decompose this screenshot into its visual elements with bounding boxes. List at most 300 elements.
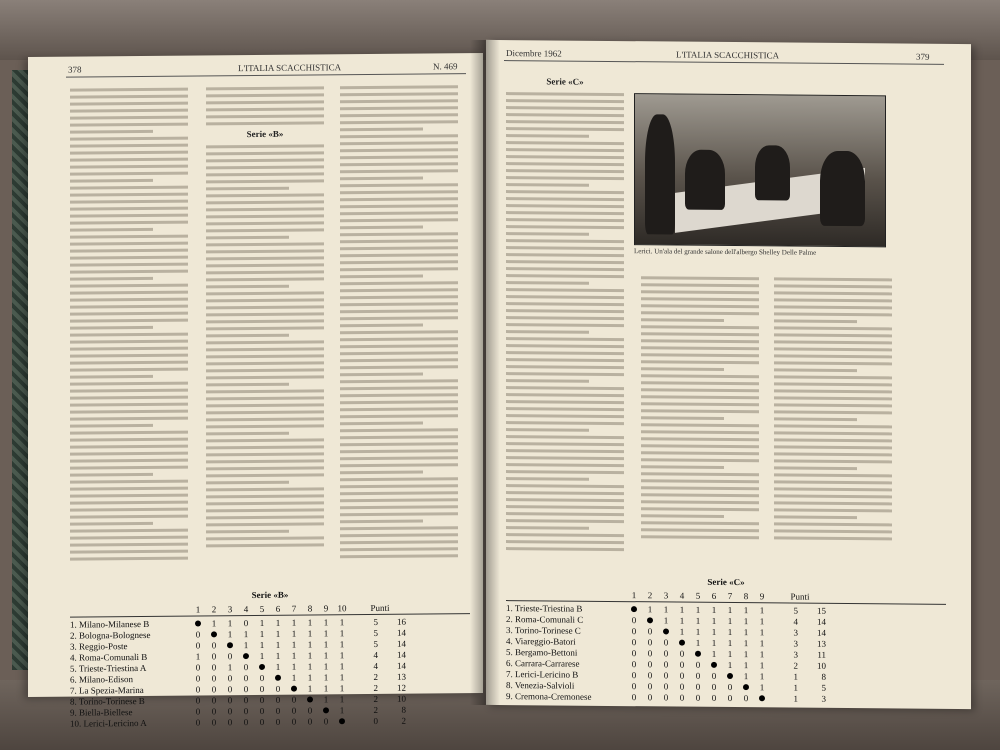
header-rule <box>66 73 466 77</box>
text-line <box>70 95 188 99</box>
text-line <box>70 389 188 393</box>
text-line <box>641 402 759 406</box>
text-line <box>70 431 188 435</box>
result-cell: 0 <box>227 716 233 727</box>
points-value: 8 <box>401 704 406 715</box>
result-cell: 0 <box>631 669 637 680</box>
text-line <box>70 165 188 169</box>
result-cell: 0 <box>631 647 637 658</box>
points-value: 1 <box>793 671 798 682</box>
text-line <box>641 472 759 476</box>
result-cell: 0 <box>211 694 217 705</box>
text-line <box>774 417 857 421</box>
text-line <box>340 379 458 383</box>
text-line <box>70 438 188 442</box>
result-cell: 0 <box>631 636 637 647</box>
result-cell: 0 <box>647 669 653 680</box>
points-value: 5 <box>821 682 826 693</box>
points-header: Punti <box>790 591 810 602</box>
result-cell: 1 <box>711 648 717 659</box>
result-cell: 1 <box>227 628 233 639</box>
text-line <box>340 177 423 181</box>
text-line <box>340 141 458 145</box>
text-line <box>506 225 624 229</box>
result-cell: 0 <box>631 614 637 625</box>
result-cell: 1 <box>243 628 249 639</box>
team-name: 3. Torino-Torinese C <box>506 624 581 636</box>
text-line <box>340 337 458 341</box>
text-line <box>506 253 624 257</box>
text-line <box>206 508 324 512</box>
text-line <box>506 120 624 124</box>
team-name: 4. Roma-Comunali B <box>70 651 148 663</box>
text-line <box>774 473 892 477</box>
text-line <box>70 130 153 134</box>
text-line <box>774 284 892 288</box>
text-line <box>340 442 458 446</box>
text-line <box>206 319 324 323</box>
text-line <box>206 144 324 148</box>
text-line <box>206 340 324 344</box>
text-line <box>641 423 759 427</box>
result-cell: 0 <box>727 692 733 703</box>
result-cell: 1 <box>339 638 345 649</box>
text-line <box>206 383 289 387</box>
result-cell: 0 <box>647 658 653 669</box>
result-cell: 1 <box>695 637 701 648</box>
result-cell: 0 <box>695 681 701 692</box>
text-line <box>206 487 324 491</box>
result-cell: 0 <box>663 658 669 669</box>
text-line <box>340 330 458 334</box>
text-line <box>506 323 624 327</box>
text-line <box>206 361 324 365</box>
text-line <box>774 445 892 449</box>
text-line <box>70 508 188 512</box>
text-line <box>506 330 589 334</box>
result-cell: 1 <box>323 627 329 638</box>
text-line <box>70 228 153 232</box>
text-line <box>340 281 458 285</box>
standings-table-serie-c <box>506 575 946 705</box>
text-line <box>506 204 624 208</box>
text-line <box>641 339 759 343</box>
result-cell: 1 <box>727 659 733 670</box>
result-cell: 0 <box>663 636 669 647</box>
result-cell <box>318 705 334 715</box>
result-cell: 1 <box>275 650 281 661</box>
result-cell: 0 <box>695 692 701 703</box>
diagonal-dot <box>663 628 669 634</box>
result-cell: 1 <box>695 615 701 626</box>
text-line <box>641 325 759 329</box>
result-cell: 0 <box>243 683 249 694</box>
result-cell: 1 <box>743 615 749 626</box>
text-line <box>70 424 153 428</box>
text-line <box>340 183 458 187</box>
result-cell: 1 <box>291 661 297 672</box>
text-line <box>206 249 324 253</box>
text-line <box>206 214 324 218</box>
result-cell: 1 <box>727 637 733 648</box>
text-line <box>506 435 624 439</box>
result-cell <box>738 682 754 692</box>
text-line <box>340 226 423 230</box>
column-header: 4 <box>679 590 685 601</box>
text-line <box>774 277 892 281</box>
text-line <box>506 358 624 362</box>
text-line <box>506 533 624 537</box>
text-line <box>70 347 188 351</box>
text-line <box>70 382 188 386</box>
result-cell: 0 <box>227 694 233 705</box>
text-line <box>206 165 324 169</box>
result-cell: 1 <box>307 661 313 672</box>
book-gutter <box>470 40 500 705</box>
result-cell: 0 <box>211 716 217 727</box>
text-line <box>340 275 423 279</box>
text-line <box>774 508 892 512</box>
result-cell: 1 <box>759 670 765 681</box>
text-line <box>206 207 324 211</box>
text-line <box>641 451 759 455</box>
team-name: 5. Bergamo-Bettoni <box>506 646 578 658</box>
team-name: 9. Cremona-Cremonese <box>506 690 592 702</box>
result-cell: 0 <box>195 705 201 717</box>
result-cell: 1 <box>743 604 749 615</box>
text-line <box>506 113 624 117</box>
result-cell: 0 <box>211 661 217 672</box>
text-line <box>206 543 324 547</box>
text-line <box>506 491 624 495</box>
text-line <box>206 193 324 197</box>
text-line <box>340 316 458 320</box>
text-line <box>506 211 624 215</box>
result-cell: 0 <box>679 648 685 659</box>
text-line <box>70 557 188 561</box>
text-line <box>206 501 324 505</box>
diagonal-dot <box>631 606 637 612</box>
result-cell: 1 <box>743 626 749 637</box>
diagonal-dot <box>307 696 313 702</box>
text-line <box>206 100 324 104</box>
points-value: 5 <box>373 638 378 649</box>
result-cell: 0 <box>663 647 669 658</box>
text-line <box>206 270 324 274</box>
result-cell <box>722 670 738 680</box>
result-cell: 1 <box>663 603 669 614</box>
result-cell: 0 <box>663 691 669 702</box>
result-cell: 1 <box>323 638 329 649</box>
text-line <box>774 382 892 386</box>
result-cell: 1 <box>711 615 717 626</box>
result-cell: 0 <box>679 659 685 670</box>
text-line <box>774 326 892 330</box>
text-line <box>641 479 759 483</box>
points-value: 8 <box>821 671 826 682</box>
text-line <box>206 473 324 477</box>
text-line <box>340 309 458 313</box>
text-line <box>340 106 458 110</box>
text-line <box>206 93 324 97</box>
standings-table-serie-b <box>70 588 470 728</box>
result-cell <box>206 629 222 639</box>
result-cell: 1 <box>323 660 329 671</box>
team-name: 1. Milano-Milanese B <box>70 618 150 630</box>
text-line <box>506 351 624 355</box>
text-line <box>70 319 188 323</box>
text-line <box>70 291 188 295</box>
text-line <box>70 312 188 316</box>
points-value: 4 <box>373 660 378 671</box>
text-line <box>340 211 458 215</box>
points-value: 10 <box>817 660 826 671</box>
result-cell: 1 <box>275 628 281 639</box>
text-line <box>506 162 624 166</box>
text-line <box>774 515 857 519</box>
result-cell: 1 <box>291 672 297 683</box>
result-cell: 1 <box>307 683 313 694</box>
result-cell: 0 <box>743 692 749 703</box>
text-column-3 <box>774 277 892 568</box>
column-header: 10 <box>337 602 347 613</box>
text-line <box>340 324 423 328</box>
column-header: 7 <box>727 590 733 601</box>
result-cell <box>190 618 206 628</box>
result-cell: 1 <box>195 650 201 662</box>
diagonal-dot <box>275 674 281 680</box>
text-line <box>774 522 892 526</box>
text-line <box>774 466 857 470</box>
text-line <box>70 263 188 267</box>
text-line <box>70 123 188 127</box>
points-value: 14 <box>397 660 406 671</box>
text-line <box>641 388 759 392</box>
result-cell: 0 <box>291 716 297 727</box>
text-line <box>774 375 892 379</box>
text-line <box>506 379 589 383</box>
text-line <box>206 354 324 358</box>
text-line <box>70 193 188 197</box>
section-title: Serie «B» <box>246 128 284 140</box>
result-cell: 1 <box>759 681 765 692</box>
header-rule <box>504 60 944 65</box>
text-line <box>70 172 188 176</box>
result-cell: 0 <box>631 680 637 691</box>
team-name: 3. Reggio-Poste <box>70 640 128 652</box>
result-cell: 0 <box>275 683 281 694</box>
result-cell: 1 <box>759 615 765 626</box>
points-value: 13 <box>397 671 406 682</box>
text-line <box>70 158 188 162</box>
diagonal-dot <box>695 650 701 656</box>
text-line <box>340 414 458 418</box>
text-line <box>506 421 624 425</box>
text-line <box>206 256 324 260</box>
result-cell: 0 <box>243 705 249 716</box>
points-value: 15 <box>817 605 826 616</box>
text-line <box>774 501 892 505</box>
result-cell: 1 <box>339 682 345 693</box>
text-line <box>206 158 324 162</box>
result-cell: 0 <box>679 681 685 692</box>
text-line <box>340 351 458 355</box>
column-header: 4 <box>243 603 249 614</box>
text-line <box>70 137 188 141</box>
text-line <box>340 190 458 194</box>
text-line <box>641 276 759 280</box>
text-line <box>641 416 724 420</box>
text-line <box>206 417 324 421</box>
text-line <box>340 533 458 537</box>
points-value: 0 <box>373 715 378 726</box>
result-cell: 0 <box>647 625 653 636</box>
result-cell: 0 <box>631 691 637 702</box>
text-line <box>206 86 324 90</box>
text-line <box>506 99 624 103</box>
text-line <box>340 162 458 166</box>
text-line <box>774 389 892 393</box>
chess-tournament-photo <box>634 93 886 247</box>
result-cell: 1 <box>727 626 733 637</box>
result-cell: 0 <box>663 669 669 680</box>
points-value: 11 <box>817 649 826 660</box>
text-line <box>70 270 188 274</box>
text-line <box>641 304 759 308</box>
text-line <box>70 151 188 155</box>
text-line <box>206 179 324 183</box>
text-line <box>70 515 188 519</box>
points-value: 5 <box>373 616 378 627</box>
text-line <box>641 528 759 532</box>
left-page-number: 378 <box>68 64 82 75</box>
result-cell: 0 <box>695 659 701 670</box>
points-value: 14 <box>817 627 826 638</box>
text-line <box>340 99 458 103</box>
text-line <box>506 393 624 397</box>
text-line <box>206 445 324 449</box>
text-line <box>506 155 624 159</box>
points-value: 14 <box>397 638 406 649</box>
result-cell: 0 <box>211 683 217 694</box>
text-line <box>340 520 423 524</box>
diagonal-dot <box>259 663 265 669</box>
text-line <box>506 281 589 285</box>
text-line <box>70 459 188 463</box>
column-header: 7 <box>291 603 297 614</box>
standings-title: Serie «B» <box>251 589 289 601</box>
result-cell: 1 <box>291 650 297 661</box>
text-column-2 <box>206 86 324 577</box>
text-line <box>206 530 289 534</box>
text-line <box>340 204 458 208</box>
result-cell: 0 <box>227 683 233 694</box>
result-cell: 0 <box>307 716 313 727</box>
result-cell: 1 <box>307 639 313 650</box>
text-line <box>206 466 324 470</box>
text-line <box>70 242 188 246</box>
text-line <box>340 253 458 257</box>
points-value: 2 <box>401 715 406 726</box>
result-cell: 0 <box>195 716 201 728</box>
result-cell: 1 <box>227 661 233 672</box>
result-cell: 0 <box>711 692 717 703</box>
text-line <box>774 536 892 540</box>
team-name: 6. Carrara-Carrarese <box>506 657 580 669</box>
points-value: 14 <box>397 649 406 660</box>
diagonal-dot <box>743 684 749 690</box>
text-line <box>340 85 458 89</box>
result-cell: 1 <box>259 639 265 650</box>
left-running-head: L'ITALIA SCACCHISTICA <box>238 62 342 74</box>
result-cell: 1 <box>307 672 313 683</box>
text-line <box>340 267 458 271</box>
text-line <box>340 422 423 426</box>
points-value: 5 <box>373 627 378 638</box>
text-line <box>340 526 458 530</box>
text-line <box>641 500 759 504</box>
text-line <box>70 480 188 484</box>
text-line <box>641 514 724 518</box>
diagonal-dot <box>195 620 201 626</box>
text-line <box>506 484 624 488</box>
text-line <box>641 381 759 385</box>
text-line <box>506 218 624 222</box>
result-cell: 1 <box>679 615 685 626</box>
diagonal-dot <box>727 672 733 678</box>
text-line <box>641 367 724 371</box>
text-line <box>206 494 324 498</box>
team-name: 8. Venezia-Salvioli <box>506 679 575 691</box>
points-value: 2 <box>373 693 378 704</box>
text-line <box>506 148 624 152</box>
result-cell: 0 <box>291 694 297 705</box>
text-line <box>774 431 892 435</box>
result-cell: 0 <box>727 681 733 692</box>
text-line <box>506 239 624 243</box>
result-cell: 1 <box>275 639 281 650</box>
column-header: 6 <box>275 603 281 614</box>
text-line <box>206 522 324 526</box>
points-value: 16 <box>397 616 406 627</box>
text-line <box>774 312 892 316</box>
text-line <box>641 444 759 448</box>
result-cell: 1 <box>743 637 749 648</box>
team-name: 5. Trieste-Triestina A <box>70 662 147 674</box>
text-line <box>641 374 759 378</box>
text-line <box>506 456 624 460</box>
text-line <box>506 190 624 194</box>
column-header: 5 <box>259 603 265 614</box>
team-name: 9. Biella-Biellese <box>70 706 133 718</box>
text-line <box>206 481 289 485</box>
result-cell: 0 <box>227 672 233 683</box>
text-line <box>774 347 892 351</box>
text-line <box>641 458 759 462</box>
text-line <box>340 456 458 460</box>
left-page <box>28 53 483 729</box>
text-line <box>70 333 188 337</box>
text-line <box>340 128 423 132</box>
text-line <box>506 344 624 348</box>
points-value: 3 <box>793 638 798 649</box>
result-cell: 1 <box>323 682 329 693</box>
text-line <box>340 449 458 453</box>
text-line <box>641 493 759 497</box>
right-page-number: 379 <box>916 51 930 62</box>
result-cell: 1 <box>727 615 733 626</box>
right-date: Dicembre 1962 <box>506 48 562 59</box>
